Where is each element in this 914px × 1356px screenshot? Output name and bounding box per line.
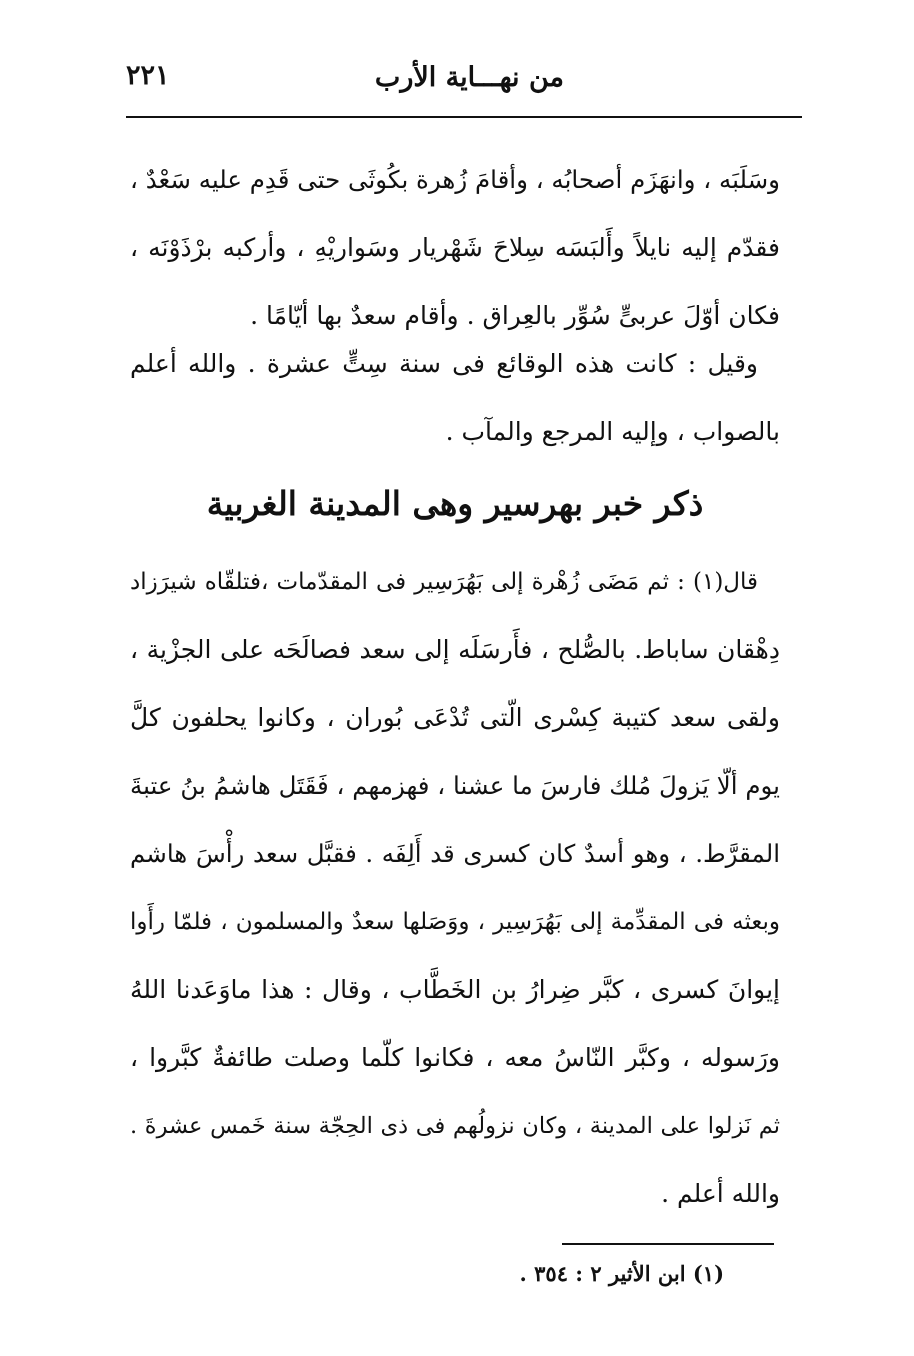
text-line: ثم نَزلوا على المدينة ، وكان نزولُهم فى ذى الحِجّة سنة خَمس عشرةَ . <box>130 1113 780 1139</box>
text-line: وبعثه فى المقدِّمة إلى بَهُرَسِير ، ووَصَلها سعدٌ والمسلمون ، فلمّا رأَوا <box>130 909 780 935</box>
text-line: بالصواب ، وإليه المرجع والمآب . <box>445 417 780 446</box>
paragraph-2 <box>130 330 780 466</box>
section-heading: ذكر خبر بهرسير وهى المدينة الغربية <box>206 484 704 523</box>
text-line: المقرَّط. ، وهو أسدٌ كان كسرى قد أَلِفَه . فقبَّل سعد رأْسَ هاشم <box>130 839 780 868</box>
header-rule <box>126 116 802 118</box>
paragraph-3 <box>130 548 780 1228</box>
text-line: وقيل : كانت هذه الوقائع فى سنة سِتٍّ عشرة . والله أعلم <box>130 349 758 378</box>
footnote: (١) ابن الأثير ٢ : ٣٥٤ . <box>519 1261 724 1286</box>
text-line: إيوانَ كسرى ، كبَّر ضِرارُ بن الخَطَّاب ، وقال : هذا ماوَعَدنا اللهُ <box>130 975 780 1004</box>
text-line: فقدّم إليه نايلاً وأَلبَسَه سِلاحَ شَهْريار وسَواريْهِ ، وأركبه برْذَوْنَه ، <box>130 233 780 262</box>
running-header <box>126 58 802 98</box>
running-title: من نهـــاية الأرب <box>374 62 564 93</box>
text-line: يوم ألّا يَزولَ مُلك فارسَ ما عشنا ، فهزمهم ، فَقَتَل هاشمُ بنُ عتبةَ <box>130 771 780 800</box>
text-line: ورَسوله ، وكبَّر النّاسُ معه ، فكانوا كلّما وصلت طائفةٌ كبَّروا ، <box>130 1043 780 1072</box>
text-line: دِهْقان ساباط. بالصُّلح ، فأَرسَلَه إلى سعد فصالَحَه على الجزْية ، <box>130 635 780 664</box>
paragraph-1 <box>130 146 780 350</box>
text-line: وسَلَبَه ، وانهَزَم أصحابُه ، وأقامَ زُهرة بكُوثَى حتى قَدِم عليه سَعْدٌ ، <box>130 165 780 194</box>
text-line: ولقى سعد كتيبة كِسْرى الّتى تُدْعَى بُوران ، وكانوا يحلفون كلَّ <box>130 703 780 732</box>
text-line: فكان أوّلَ عربىٍّ سُوِّر بالعِراق . وأقام سعدٌ بها أيّامًا . <box>250 301 780 330</box>
page-number: ٢٢١ <box>126 60 170 91</box>
text-line: قال(١) : ثم مَضَى زُهْرة إلى بَهُرَسِير فى المقدّمات ،فتلقّاه شيرَزاد <box>130 569 758 595</box>
text-line: والله أعلم . <box>661 1179 780 1208</box>
footnote-rule <box>562 1243 774 1245</box>
